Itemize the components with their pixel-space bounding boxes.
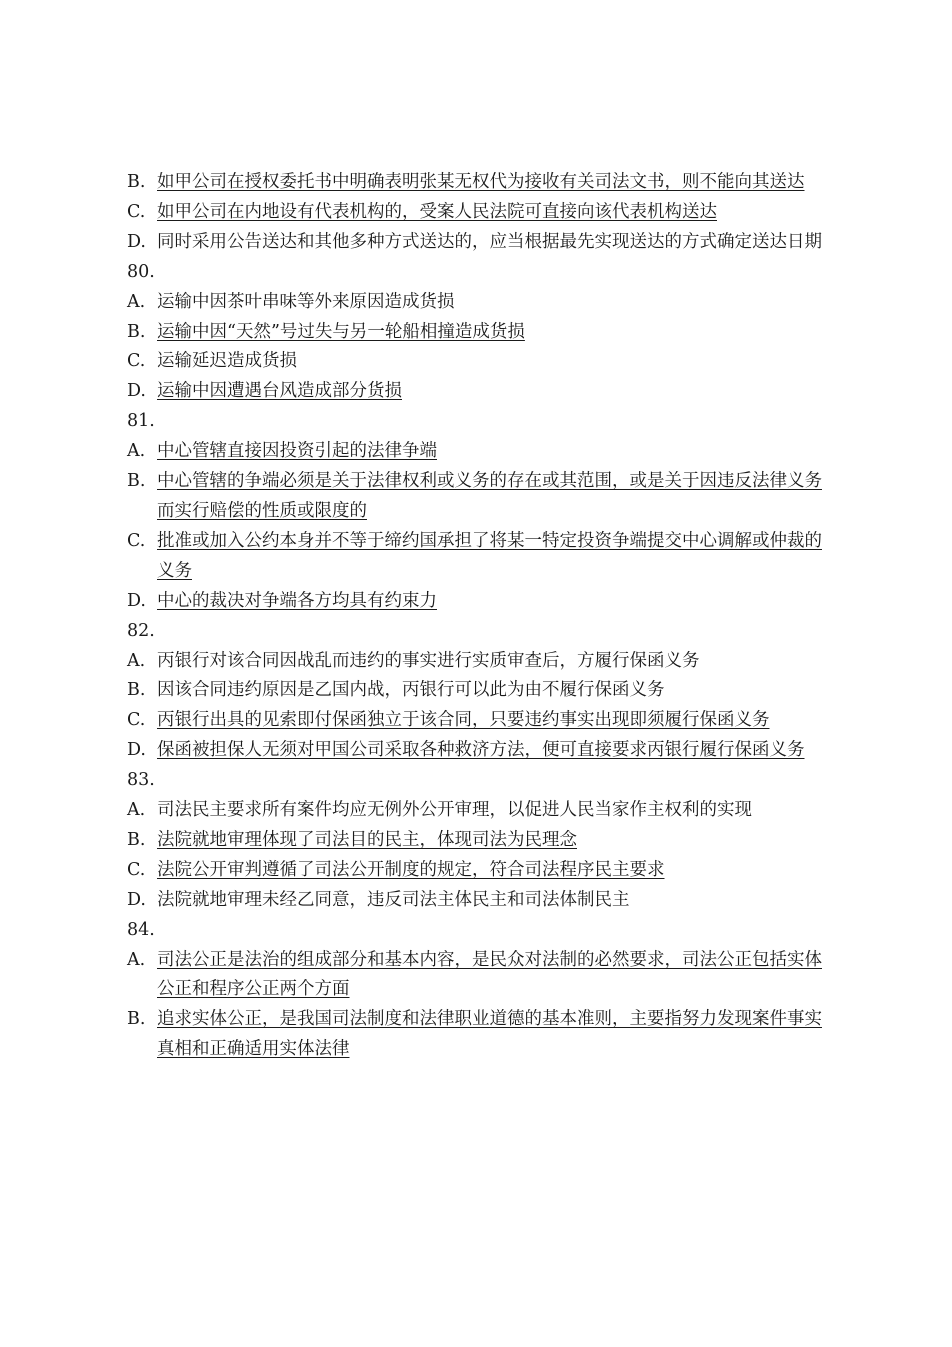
q79-option-b bbox=[127, 168, 839, 198]
option-letter: A. bbox=[127, 291, 146, 312]
option-text-underlined: 如甲公司在内地设有代表机构的，受案人民法院可直接向该代表机构送达 bbox=[157, 201, 717, 222]
option-letter: D. bbox=[127, 889, 146, 910]
q83-option-a bbox=[127, 796, 839, 826]
q82-option-c bbox=[127, 706, 839, 736]
q83-option-c bbox=[127, 856, 839, 886]
q81-option-d bbox=[127, 587, 839, 617]
option-letter: B. bbox=[127, 471, 146, 492]
option-letter: D. bbox=[127, 590, 146, 611]
q81-option-a bbox=[127, 437, 839, 467]
q82-option-b bbox=[127, 676, 839, 706]
q82-option-a bbox=[127, 647, 839, 677]
q79-option-d bbox=[127, 228, 839, 258]
q80-option-c bbox=[127, 347, 839, 377]
option-text: 司法民主要求所有案件均应无例外公开审理，以促进人民当家作主权利的实现 bbox=[157, 800, 752, 821]
option-text: 法院就地审理未经乙同意，违反司法主体民主和司法体制民主 bbox=[157, 889, 630, 910]
option-text-underlined: 丙银行出具的见索即付保函独立于该合同，只要违约事实出现即须履行保函义务 bbox=[157, 710, 770, 731]
q84-option-b bbox=[127, 1005, 839, 1065]
question-list bbox=[127, 168, 839, 1065]
q83-option-b bbox=[127, 826, 839, 856]
option-letter: C. bbox=[127, 530, 146, 551]
q81-option-b bbox=[127, 467, 839, 527]
option-text-underlined: 追求实体公正，是我国司法制度和法律职业道德的基本准则，主要指努力发现案件事实真相和正确适用实体法律 bbox=[157, 1009, 822, 1060]
q82-option-d bbox=[127, 736, 839, 766]
q80-number: 80. bbox=[127, 261, 155, 282]
option-letter: B. bbox=[127, 829, 146, 850]
option-text-underlined: 法院公开审判遵循了司法公开制度的规定，符合司法程序民主要求 bbox=[157, 859, 665, 880]
option-letter: A. bbox=[127, 441, 146, 462]
option-text: 因该合同违约原因是乙国内战，丙银行可以此为由不履行保函义务 bbox=[157, 680, 665, 701]
option-letter: B. bbox=[127, 680, 146, 701]
option-text-underlined: 中心的裁决对争端各方均具有约束力 bbox=[157, 590, 437, 611]
option-text-underlined: 保函被担保人无须对甲国公司采取各种救济方法，便可直接要求丙银行履行保函义务 bbox=[157, 740, 805, 761]
option-letter: D. bbox=[127, 231, 146, 252]
option-text-underlined: 运输中因遭遇台风造成部分货损 bbox=[157, 381, 402, 402]
q83-option-d bbox=[127, 886, 839, 916]
option-letter: B. bbox=[127, 1009, 146, 1030]
q84-option-a bbox=[127, 946, 839, 1006]
option-letter: D. bbox=[127, 740, 146, 761]
option-text-underlined: 运输中因“天然”号过失与另一轮船相撞造成货损 bbox=[157, 321, 525, 342]
option-text: 丙银行对该合同因战乱而违约的事实进行实质审查后，方履行保函义务 bbox=[157, 650, 700, 671]
option-text-underlined: 如甲公司在授权委托书中明确表明张某无权代为接收有关司法文书，则不能向其送达 bbox=[157, 172, 805, 192]
option-text-underlined: 中心管辖直接因投资引起的法律争端 bbox=[157, 441, 437, 462]
option-text: 运输中因茶叶串味等外来原因造成货损 bbox=[157, 291, 455, 312]
option-letter: C. bbox=[127, 710, 146, 731]
option-letter: A. bbox=[127, 949, 146, 970]
option-letter: B. bbox=[127, 172, 146, 192]
q83-number: 83. bbox=[127, 770, 155, 791]
option-text-underlined: 司法公正是法治的组成部分和基本内容，是民众对法制的必然要求，司法公正包括实体公正和程序公正两个方面 bbox=[157, 949, 822, 1000]
option-letter: A. bbox=[127, 650, 146, 671]
q79-option-c bbox=[127, 198, 839, 228]
q82-number: 82. bbox=[127, 620, 155, 641]
option-letter: D. bbox=[127, 381, 146, 402]
option-text-underlined: 中心管辖的争端必须是关于法律权利或义务的存在或其范围，或是关于因违反法律义务而实行赔偿的性质或限度的 bbox=[157, 471, 822, 521]
q80-option-d bbox=[127, 377, 839, 407]
q80-option-a bbox=[127, 288, 839, 318]
q80-option-b bbox=[127, 318, 839, 348]
q81-number: 81. bbox=[127, 411, 155, 432]
option-text-underlined: 法院就地审理体现了司法目的民主，体现司法为民理念 bbox=[157, 829, 577, 850]
option-letter: C. bbox=[127, 351, 146, 372]
option-letter: C. bbox=[127, 859, 146, 880]
option-letter: C. bbox=[127, 201, 146, 222]
option-letter: A. bbox=[127, 800, 146, 821]
option-text: 运输延迟造成货损 bbox=[157, 351, 297, 372]
option-text-underlined: 批准或加入公约本身并不等于缔约国承担了将某一特定投资争端提交中心调解或仲裁的义务 bbox=[157, 530, 822, 581]
option-text: 同时采用公告送达和其他多种方式送达的，应当根据最先实现送达的方式确定送达日期 bbox=[157, 231, 822, 252]
q81-option-c bbox=[127, 527, 839, 587]
q84-number: 84. bbox=[127, 919, 155, 940]
option-letter: B. bbox=[127, 321, 146, 342]
